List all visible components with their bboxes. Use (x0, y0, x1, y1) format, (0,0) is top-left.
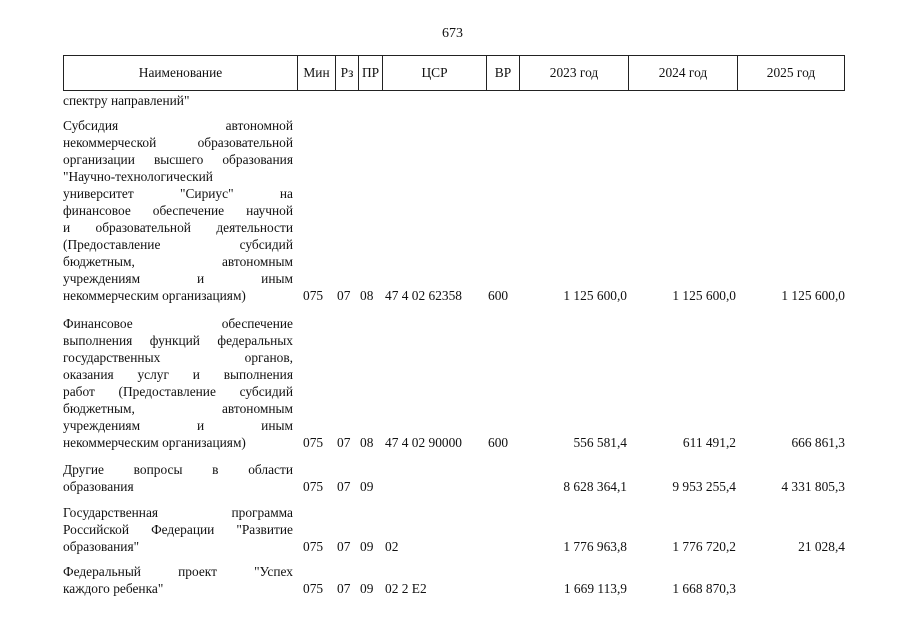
table-header (63, 55, 845, 91)
row-name-line: Финансовое обеспечение (63, 316, 293, 331)
cell-csr: 47 4 02 62358 (385, 288, 462, 303)
row-name-line: работ (Предоставление субсидий (63, 384, 293, 399)
cell-csr: 02 (385, 539, 399, 554)
row-name-line: государственных органов, (63, 350, 293, 365)
cell-pr: 09 (360, 581, 374, 596)
header-2025: 2025 год (737, 56, 844, 90)
page-number: 673 (442, 26, 463, 41)
row-name-line: университет "Сириус" на (63, 186, 293, 201)
table-row (63, 563, 845, 597)
cell-rz: 07 (337, 581, 351, 596)
row-name-line: организации высшего образования (63, 152, 293, 167)
header-name: Наименование (138, 65, 223, 80)
row-name (63, 461, 293, 495)
row-name (63, 117, 293, 304)
row-name (63, 92, 293, 109)
header-vr: ВР (486, 56, 519, 90)
row-name-line: и образовательной деятельности (63, 220, 293, 235)
header-2024: 2024 год (628, 56, 737, 90)
row-name-line: бюджетным, автономным (63, 254, 293, 269)
table-row (63, 461, 845, 495)
cell-min: 075 (303, 435, 324, 450)
cell-pr: 08 (360, 288, 374, 303)
row-name (63, 315, 293, 451)
cell-min: 075 (303, 581, 324, 596)
row-name-line: "Научно-технологический (63, 169, 213, 184)
header-min: Мин (297, 56, 335, 90)
cell-y2025: 1 125 600,0 (781, 288, 845, 303)
row-name-line: оказания услуг и выполнения (63, 367, 293, 382)
cell-min: 075 (303, 288, 324, 303)
cell-y2025: 666 861,3 (791, 435, 845, 450)
cell-min: 075 (303, 539, 324, 554)
row-name-line: некоммерческим организациям) (63, 288, 246, 303)
cell-y2023: 1 125 600,0 (563, 288, 627, 303)
header-csr: ЦСР (382, 56, 486, 90)
cell-csr: 47 4 02 90000 (385, 435, 462, 450)
cell-y2024: 9 953 255,4 (672, 479, 736, 494)
row-name-line: образования (63, 479, 134, 494)
row-name-line: бюджетным, автономным (63, 401, 293, 416)
cell-y2024: 1 125 600,0 (672, 288, 736, 303)
table-row (63, 117, 845, 304)
row-name-line: некоммерческой образовательной (63, 135, 293, 150)
row-name-line: некоммерческим организациям) (63, 435, 246, 450)
cell-y2025: 21 028,4 (798, 539, 845, 554)
row-name (63, 563, 293, 597)
cell-y2023: 1 776 963,8 (563, 539, 627, 554)
cell-y2025: 4 331 805,3 (781, 479, 845, 494)
row-name-line: каждого ребенка" (63, 581, 164, 596)
cell-vr: 600 (488, 435, 509, 450)
table-row (63, 92, 845, 109)
header-pr: ПР (358, 56, 382, 90)
row-name-line: Субсидия автономной (63, 118, 293, 133)
cell-min: 075 (303, 479, 324, 494)
row-name-line: Федеральный проект "Успех (63, 564, 293, 579)
cell-rz: 07 (337, 435, 351, 450)
cell-csr: 02 2 Е2 (385, 581, 427, 596)
row-name-line: образования" (63, 539, 140, 554)
row-name-line: учреждениям и иным (63, 418, 293, 433)
header-2023: 2023 год (519, 56, 628, 90)
cell-vr: 600 (488, 288, 509, 303)
cell-rz: 07 (337, 479, 351, 494)
cell-y2024: 1 776 720,2 (672, 539, 736, 554)
row-name-line: учреждениям и иным (63, 271, 293, 286)
cell-y2024: 1 668 870,3 (672, 581, 736, 596)
cell-rz: 07 (337, 288, 351, 303)
row-name-line: финансовое обеспечение научной (63, 203, 293, 218)
cell-y2023: 1 669 113,9 (563, 581, 627, 596)
row-name-line: спектру направлений" (63, 93, 190, 108)
cell-pr: 09 (360, 539, 374, 554)
row-name-line: выполнения функций федеральных (63, 333, 293, 348)
row-name-line: (Предоставление субсидий (63, 237, 293, 252)
cell-y2024: 611 491,2 (682, 435, 736, 450)
row-name (63, 504, 293, 555)
cell-pr: 08 (360, 435, 374, 450)
row-name-line: Государственная программа (63, 505, 293, 520)
cell-y2023: 556 581,4 (573, 435, 627, 450)
header-rz: Рз (335, 56, 358, 90)
cell-pr: 09 (360, 479, 374, 494)
row-name-line: Другие вопросы в области (63, 462, 293, 477)
cell-rz: 07 (337, 539, 351, 554)
cell-y2023: 8 628 364,1 (563, 479, 627, 494)
table-row (63, 315, 845, 451)
table-row (63, 504, 845, 555)
row-name-line: Российской Федерации "Развитие (63, 522, 293, 537)
